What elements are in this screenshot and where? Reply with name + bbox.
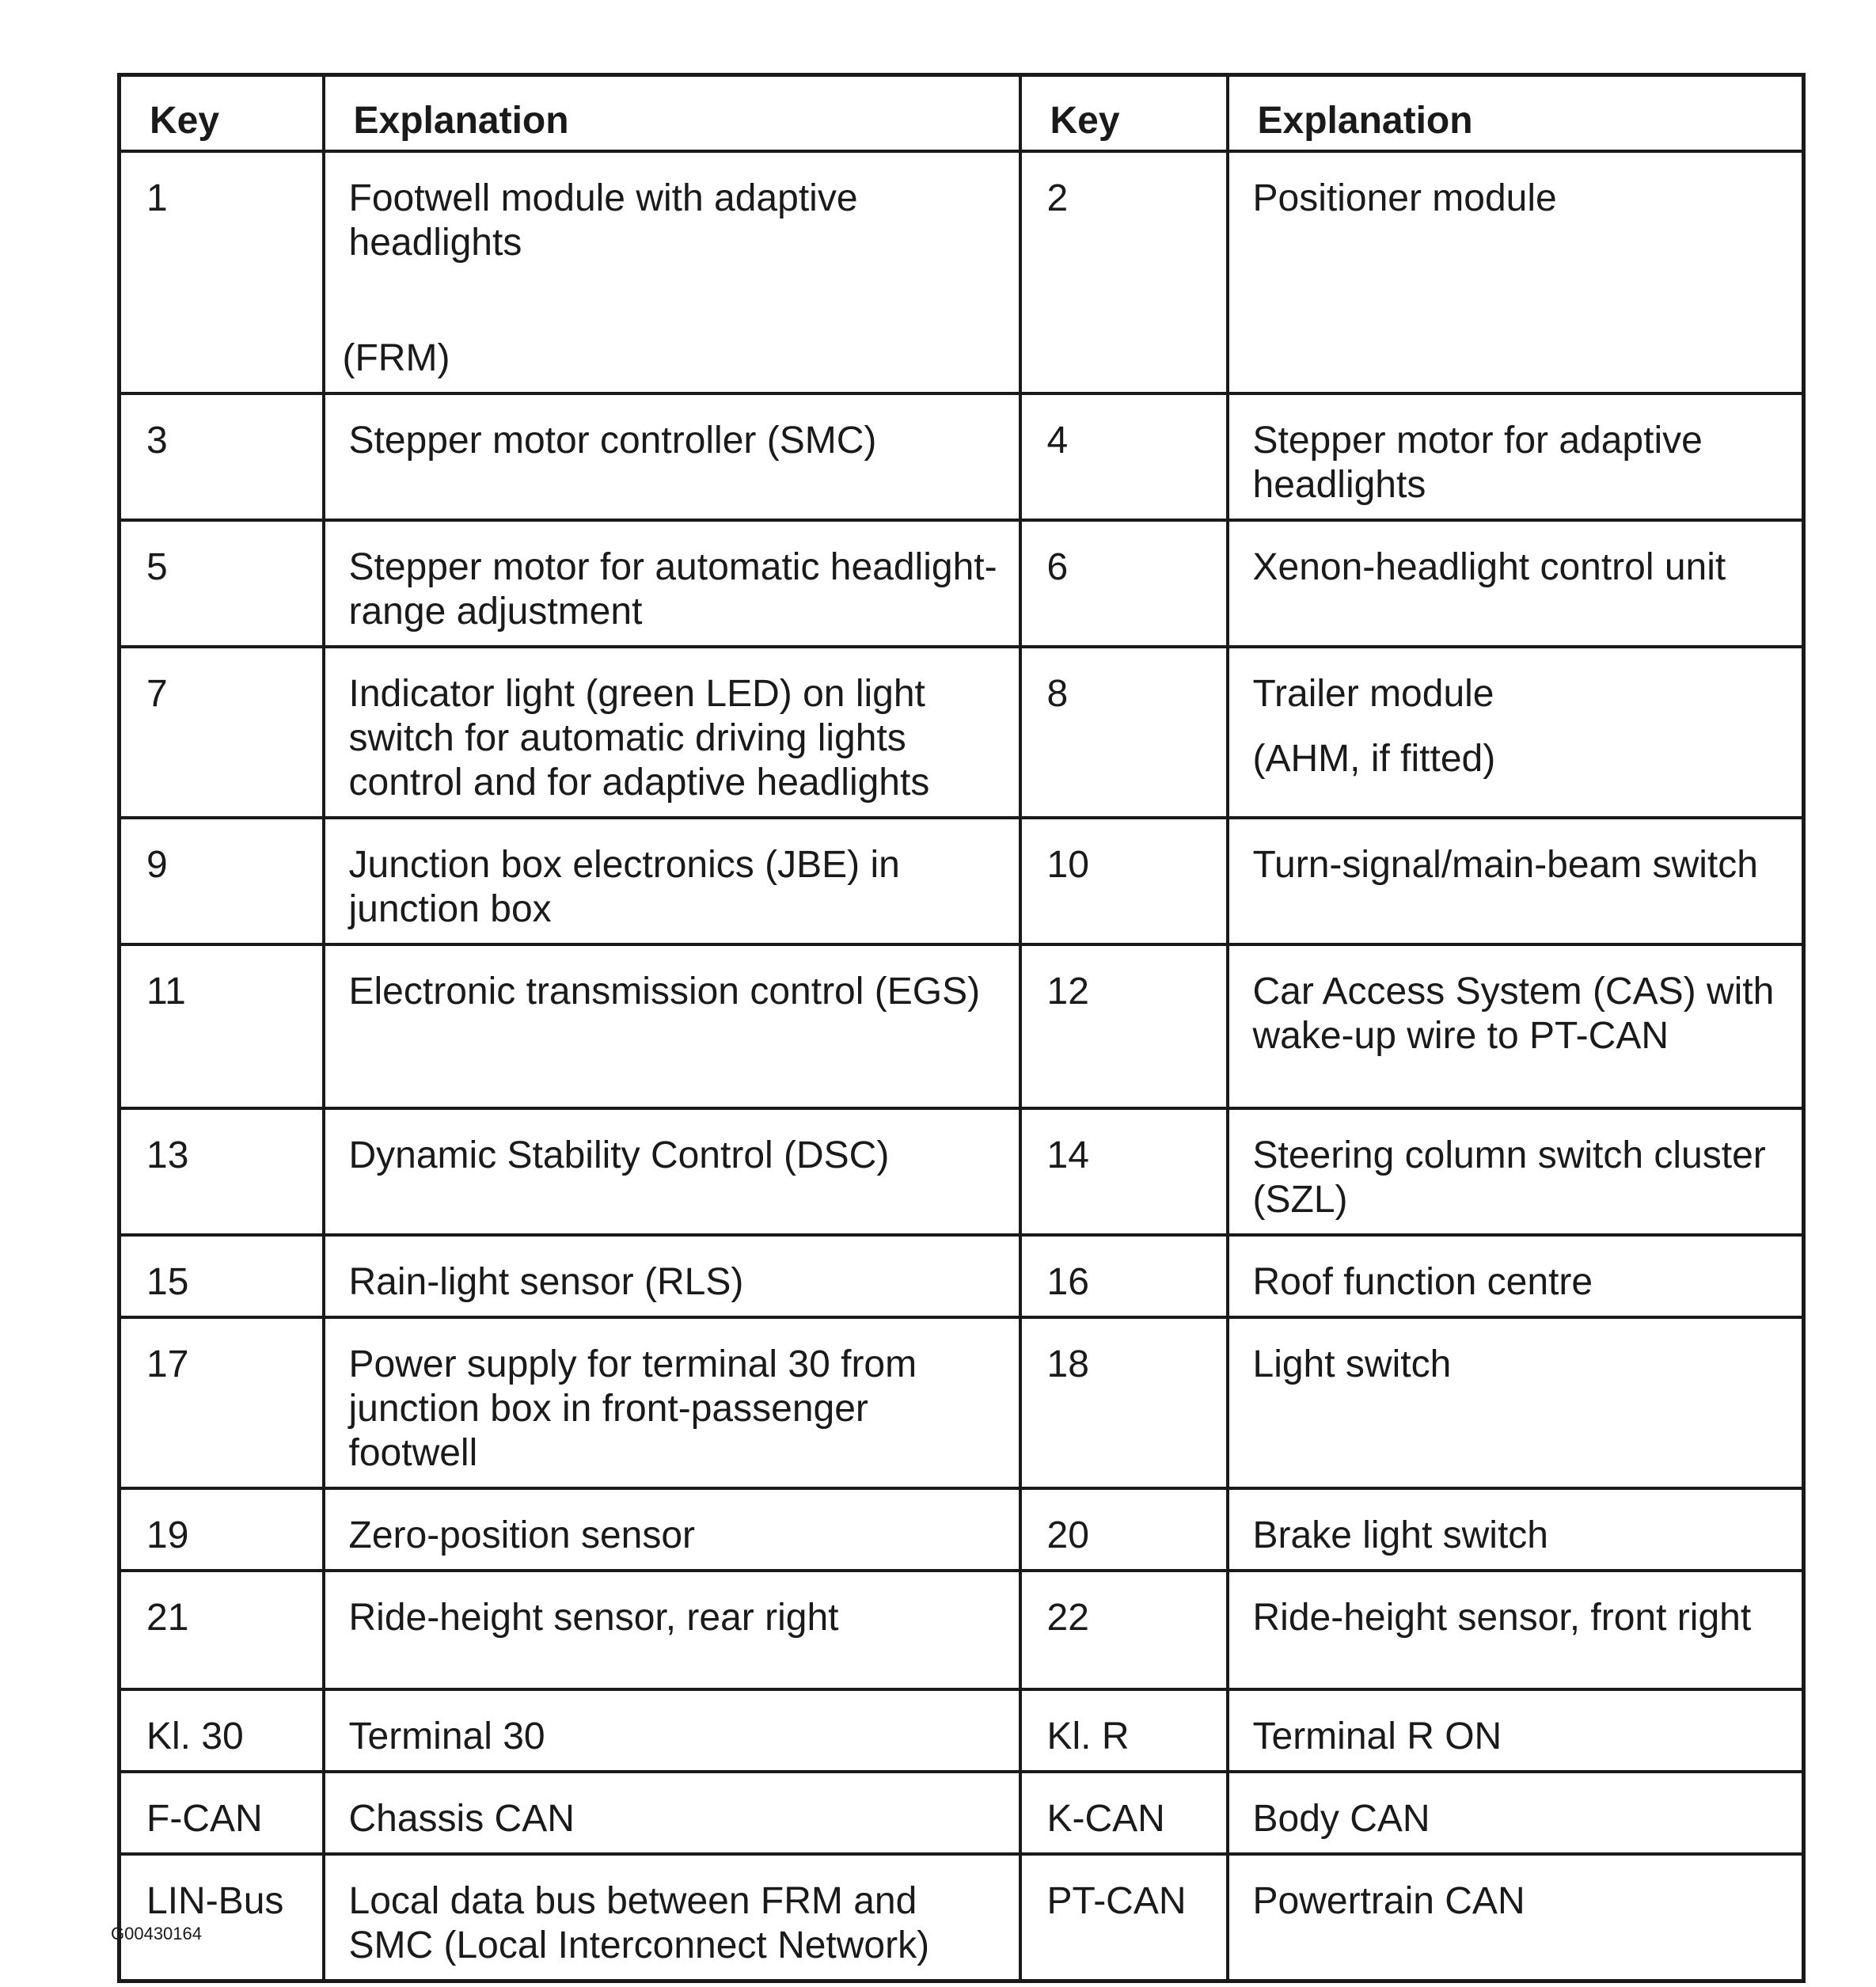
key-cell-right [1020, 1317, 1228, 1488]
explanation-cell-right [1228, 1571, 1804, 1689]
key-cell-right-text: 2 [1046, 177, 1069, 219]
explanation-cell-right [1228, 818, 1804, 944]
key-cell-right [1020, 1571, 1228, 1689]
key-cell-left [120, 1235, 324, 1317]
key-cell-left [120, 1488, 324, 1571]
explanation-cell-right-text: Steering column switch cluster (SZL) [1252, 1134, 1766, 1221]
table-row [120, 520, 1804, 647]
key-cell-right-text: 10 [1046, 844, 1089, 886]
key-cell-left-text: LIN-Bus [146, 1880, 284, 1922]
header-row [120, 75, 1804, 152]
explanation-cell-left-text: Indicator light (green LED) on light switch for automatic driving lights control and for adaptive headlights [348, 673, 930, 804]
key-cell-right-text: 8 [1046, 673, 1069, 715]
key-cell-left-text: 19 [146, 1514, 189, 1556]
table-row [120, 1854, 1804, 1981]
key-cell-right-text: 12 [1046, 971, 1089, 1012]
explanation-cell-right-text: Stepper motor for adaptive headlights [1252, 420, 1703, 506]
explanation-cell-right-text: Terminal R ON [1252, 1715, 1502, 1757]
key-cell-right [1020, 1689, 1228, 1772]
key-cell-right [1020, 647, 1228, 818]
key-cell-left [120, 818, 324, 944]
explanation-cell-right-note: (AHM, if fitted) [1252, 738, 1496, 780]
key-cell-left-text: 3 [146, 420, 168, 462]
explanation-cell-right-text: Turn-signal/main-beam switch [1252, 844, 1758, 886]
key-cell-left [120, 393, 324, 520]
header-key-right: Key [1020, 75, 1228, 152]
explanation-cell-right [1228, 1235, 1804, 1317]
key-cell-right [1020, 1854, 1228, 1981]
explanation-cell-left-text: Chassis CAN [348, 1798, 575, 1840]
key-cell-left [120, 520, 324, 647]
table-row [120, 1488, 1804, 1571]
explanation-cell-right-text: Positioner module [1252, 177, 1557, 219]
key-cell-left-text: 7 [146, 673, 168, 715]
explanation-cell-left [324, 1488, 1020, 1571]
key-cell-right-text: 22 [1046, 1597, 1089, 1639]
explanation-cell-left [324, 1108, 1020, 1235]
explanation-cell-left [324, 1772, 1020, 1854]
explanation-cell-right [1228, 944, 1804, 1108]
explanation-cell-right-text: Car Access System (CAS) with wake-up wire to PT-CAN [1252, 971, 1775, 1057]
explanation-cell-right [1228, 393, 1804, 520]
explanation-cell-left-text: Dynamic Stability Control (DSC) [348, 1134, 890, 1176]
explanation-cell-right [1228, 1488, 1804, 1571]
key-cell-right [1020, 818, 1228, 944]
explanation-cell-left [324, 393, 1020, 520]
key-cell-left-text: 21 [146, 1597, 189, 1639]
explanation-cell-right [1228, 1689, 1804, 1772]
key-cell-left-text: Kl. 30 [146, 1715, 244, 1757]
explanation-cell-left [324, 647, 1020, 818]
table-row [120, 1235, 1804, 1317]
key-cell-left-text: 1 [146, 177, 168, 219]
explanation-cell-left [324, 1854, 1020, 1981]
explanation-cell-left [324, 1317, 1020, 1488]
explanation-cell-left-text: Power supply for terminal 30 from junction box in front-passenger footwell [348, 1343, 917, 1474]
table-row [120, 1108, 1804, 1235]
table-row [120, 393, 1804, 520]
key-cell-right [1020, 1488, 1228, 1571]
explanation-cell-left-text: Zero-position sensor [348, 1514, 696, 1556]
explanation-cell-right-text: Brake light switch [1252, 1514, 1548, 1556]
key-cell-left-text: 13 [146, 1134, 189, 1176]
explanation-cell-right-text: Roof function centre [1252, 1261, 1593, 1303]
key-cell-right-text: 18 [1046, 1343, 1089, 1385]
key-cell-right [1020, 944, 1228, 1108]
table-row [120, 944, 1804, 1108]
explanation-cell-left [324, 520, 1020, 647]
key-cell-right [1020, 1108, 1228, 1235]
key-cell-right-text: 20 [1046, 1514, 1089, 1556]
explanation-cell-left [324, 944, 1020, 1108]
table-row [120, 818, 1804, 944]
key-cell-left [120, 1571, 324, 1689]
key-cell-left [120, 1317, 324, 1488]
table-row [120, 647, 1804, 818]
table-row [120, 1317, 1804, 1488]
header-key-left: Key [120, 75, 324, 152]
key-cell-left-text: 5 [146, 546, 168, 588]
explanation-cell-left-note: (FRM) [342, 337, 450, 379]
explanation-cell-right-text: Body CAN [1252, 1798, 1430, 1840]
key-cell-right [1020, 520, 1228, 647]
explanation-cell-left-text: Rain-light sensor (RLS) [348, 1261, 744, 1303]
explanation-cell-right-text: Ride-height sensor, front right [1252, 1597, 1752, 1639]
key-cell-left [120, 944, 324, 1108]
explanation-cell-left-text: Stepper motor for automatic headlight-range adjustment [348, 546, 997, 633]
key-cell-left-text: 17 [146, 1343, 189, 1385]
key-cell-left-text: F-CAN [146, 1798, 263, 1840]
explanation-cell-left-text: Local data bus between FRM and SMC (Local Interconnect Network) [348, 1880, 930, 1966]
legend-body [120, 151, 1804, 1981]
explanation-cell-left [324, 1235, 1020, 1317]
explanation-cell-left-text: Junction box electronics (JBE) in junction box [348, 844, 900, 930]
key-cell-right [1020, 393, 1228, 520]
explanation-cell-left [324, 1689, 1020, 1772]
key-cell-left [120, 1689, 324, 1772]
explanation-cell-left [324, 818, 1020, 944]
explanation-cell-right-text: Xenon-headlight control unit [1252, 546, 1726, 588]
explanation-cell-left-text: Electronic transmission control (EGS) [348, 971, 981, 1012]
key-cell-left-text: 9 [146, 844, 168, 886]
header-explanation-left: Explanation [324, 75, 1020, 152]
key-cell-left [120, 647, 324, 818]
explanation-cell-left-text: Footwell module with adaptive headlights [348, 177, 858, 264]
table-row [120, 1772, 1804, 1854]
key-cell-right-text: K-CAN [1046, 1798, 1165, 1840]
explanation-cell-right-text: Powertrain CAN [1252, 1880, 1525, 1922]
explanation-cell-left [324, 151, 1020, 393]
key-cell-right-text: PT-CAN [1046, 1880, 1187, 1922]
key-cell-left-text: 15 [146, 1261, 189, 1303]
explanation-cell-right [1228, 151, 1804, 393]
explanation-cell-right [1228, 1108, 1804, 1235]
key-cell-right-text: Kl. R [1046, 1715, 1130, 1757]
explanation-cell-right-text: Light switch [1252, 1343, 1452, 1385]
explanation-cell-right [1228, 647, 1804, 818]
table-row [120, 1571, 1804, 1689]
table-row [120, 151, 1804, 393]
key-cell-right [1020, 151, 1228, 393]
key-cell-right-text: 14 [1046, 1134, 1089, 1176]
explanation-cell-left-text: Terminal 30 [348, 1715, 545, 1757]
key-cell-right-text: 4 [1046, 420, 1069, 462]
explanation-cell-right [1228, 1772, 1804, 1854]
legend-table [117, 73, 1806, 1983]
explanation-cell-left-text: Ride-height sensor, rear right [348, 1597, 839, 1639]
key-cell-left-text: 11 [146, 971, 186, 1012]
key-cell-right-text: 6 [1046, 546, 1069, 588]
explanation-cell-right [1228, 1317, 1804, 1488]
table-row [120, 1689, 1804, 1772]
key-cell-right [1020, 1772, 1228, 1854]
explanation-cell-right-text: Trailer module [1252, 673, 1494, 715]
key-cell-left [120, 151, 324, 393]
header-explanation-right: Explanation [1228, 75, 1804, 152]
key-cell-left [120, 1108, 324, 1235]
explanation-cell-left-text: Stepper motor controller (SMC) [348, 420, 877, 462]
figure-id: G00430164 [111, 1924, 202, 1943]
explanation-cell-right [1228, 1854, 1804, 1981]
key-cell-left [120, 1854, 324, 1981]
key-cell-left [120, 1772, 324, 1854]
key-cell-right-text: 16 [1046, 1261, 1089, 1303]
explanation-cell-right [1228, 520, 1804, 647]
explanation-cell-left [324, 1571, 1020, 1689]
key-cell-right [1020, 1235, 1228, 1317]
